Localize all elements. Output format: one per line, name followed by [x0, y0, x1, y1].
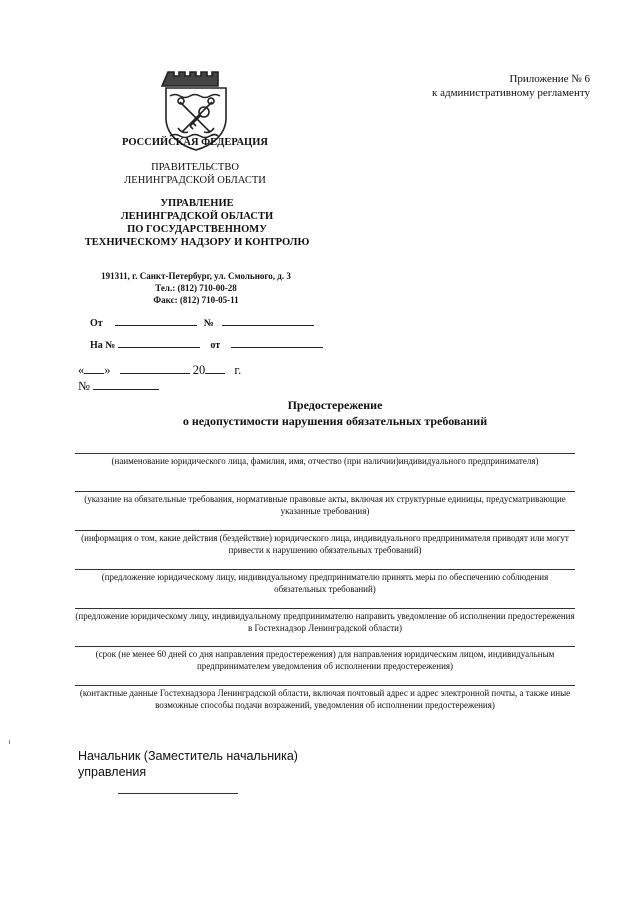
document-number-blank[interactable] — [93, 379, 159, 390]
signatory-position: Начальник (Заместитель начальника) — [78, 749, 298, 763]
department-line-1: УПРАВЛЕНИЕ — [160, 198, 234, 209]
title-line-2: о недопустимости нарушения обязательных требований — [182, 414, 488, 428]
signature-block — [78, 748, 298, 780]
country-name: РОССИЙСКАЯ ФЕДЕРАЦИЯ — [122, 137, 268, 148]
field-line-deadline[interactable] — [75, 646, 575, 647]
field-line-actions[interactable] — [75, 530, 575, 531]
signature-line[interactable] — [118, 793, 238, 794]
from-blank[interactable] — [115, 315, 197, 326]
contact-block — [80, 270, 312, 306]
reference-date-blank[interactable] — [231, 337, 323, 348]
annex-number: Приложение № 6 — [509, 73, 590, 85]
phone-number: Тел.: (812) 710-00-28 — [155, 283, 237, 293]
scan-mark — [9, 740, 10, 744]
registration-ref-row — [90, 337, 323, 351]
fax-number: Факс: (812) 710-05-11 — [153, 295, 239, 305]
month-blank[interactable] — [120, 363, 190, 374]
from-label: От — [90, 318, 103, 329]
day-blank[interactable] — [84, 363, 104, 374]
government-line-1: ПРАВИТЕЛЬСТВО — [151, 162, 239, 173]
annex-note — [400, 72, 590, 100]
field-caption-requirements: (указание на обязательные требования, нормативные правовые акты, включая их структурные единицы, предусматривающие указанные требования) — [84, 494, 566, 516]
registration-from-row — [90, 315, 314, 329]
department-name — [72, 197, 322, 249]
reference-number-blank[interactable] — [118, 337, 200, 348]
field-line-measures[interactable] — [75, 569, 575, 570]
reference-number-label: На № — [90, 340, 116, 351]
field-caption-notification: (предложение юридическому лицу, индивидуальному предпринимателю направить уведомление об исполнении предостережения в Гостехнадзор Ленинградской области) — [75, 611, 575, 633]
year-suffix: г. — [234, 363, 242, 377]
field-caption-actions: (информация о том, какие действия (бездействие) юридического лица, индивидуального предпринимателя приводят или могут привести к нарушению обязательных требований) — [81, 533, 569, 555]
date-open-quote: « — [78, 363, 85, 377]
government-name — [100, 161, 290, 187]
postal-address: 191311, г. Санкт-Петербург, ул. Смольного, д. 3 — [101, 271, 291, 281]
document-date-row — [78, 363, 241, 378]
department-line-2: ЛЕНИНГРАДСКОЙ ОБЛАСТИ — [120, 211, 274, 222]
number-label: № — [203, 318, 214, 329]
field-line-contacts[interactable] — [75, 685, 575, 686]
date-close-quote: » — [104, 363, 111, 377]
field-line-notification[interactable] — [75, 608, 575, 609]
field-line-entity[interactable] — [75, 453, 575, 454]
field-caption-entity: (наименование юридического лица, фамилия, имя, отчество (при наличии)индивидуального предпринимателя) — [111, 456, 539, 466]
field-caption-measures: (предложение юридическому лицу, индивидуальному предпринимателю принять меры по обеспечению соблюдения обязательных требований) — [101, 572, 549, 594]
year-blank[interactable] — [205, 363, 225, 374]
signatory-department: управления — [78, 765, 147, 779]
annex-reference: к административному регламенту — [432, 87, 590, 99]
department-line-4: ТЕХНИЧЕСКОМУ НАДЗОРУ И КОНТРОЛЮ — [84, 237, 310, 248]
government-line-2: ЛЕНИНГРАДСКОЙ ОБЛАСТИ — [124, 175, 266, 186]
department-line-3: ПО ГОСУДАРСТВЕННОМУ — [127, 224, 267, 235]
document-title — [140, 397, 530, 429]
title-line-1: Предостережение — [287, 398, 383, 412]
year-prefix: 20 — [192, 363, 206, 377]
field-caption-contacts: (контактные данные Гостехнадзора Ленинградской области, включая почтовый адрес и адрес электронной почты, а также иные возможные способы подачи возражений, уведомления об исполнении предостережения) — [79, 688, 571, 710]
document-number-row — [78, 379, 159, 394]
number-blank[interactable] — [222, 315, 314, 326]
document-number-label: № — [78, 379, 90, 393]
field-caption-deadline: (срок (не менее 60 дней со дня направления предостережения) для направления юридическим лицом, индивидуальным предпринимателем уведомления об исполнении предостережения) — [95, 649, 555, 671]
field-line-requirements[interactable] — [75, 491, 575, 492]
reference-dated-label: от — [210, 340, 221, 351]
